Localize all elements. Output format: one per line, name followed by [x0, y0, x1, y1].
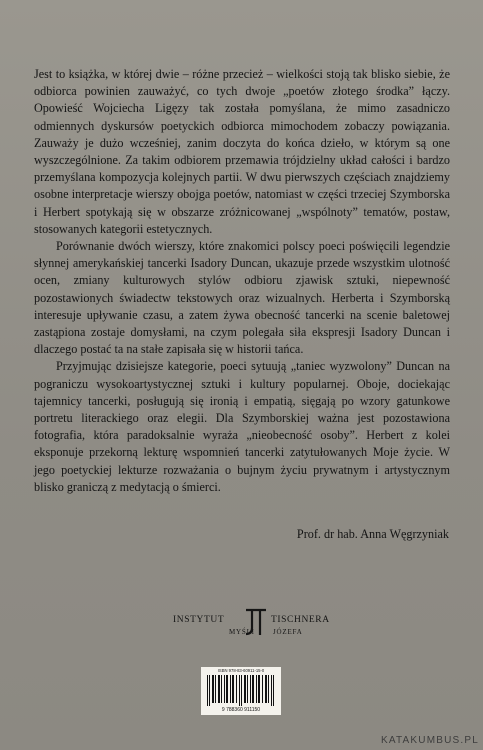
watermark: KATAKUMBUS.PL	[380, 735, 479, 746]
publisher-logo	[173, 605, 333, 645]
barcode-sticker	[201, 667, 281, 715]
blurb-paragraph-3: Przyjmując dzisiejsze kategorie, poeci sytuują „taniec wyzwolony” Duncan na pograniczu wysokoartystycznej sztuki i kultury popularnej. Oboje, dociekając tajemnicy tancerki, posługują się ironią i empatią, sięgają po wzory gatunkowe portretu literackiego oraz elegii. Dla Szymborskiej ważna jest pozostawiona fotografia, która paradoksalnie wyraża „nieobecność osoby”. Herbert z kolei eksponuje przekorną lekturę wspomnień tancerki zatytułowanych Moje życie. W jego poetyckiej lekturze rozważania o bujnym życiu prywatnym i artystycznym blisko graniczą z medytacją o śmierci.	[34, 359, 450, 494]
logo-word-instytut: INSTYTUT	[173, 615, 225, 625]
blurb-paragraph-2: Porównanie dwóch wierszy, które znakomici polscy poeci poświęcili legendzie słynnej amerykańskiej tancerki Isadory Duncan, ukazuje przede wszystkim ulotność ocen, zmiany kulturowych stylów odbioru zjawisk sztuki, niepewność pozostawionych świadectw tekstowych oraz wizualnych. Herberta i Szymborską interesuje upływanie czasu, a zatem żywa obecność tancerki na scenie baletowej zastąpiona zostaje domysłami, na czym polegała siła ekspresji Isadory Duncan i dlaczego postać ta na stałe zapisała się w historii tańca.	[34, 239, 450, 357]
isbn-text: ISBN 978-83-60911-15-0	[217, 668, 265, 673]
author-signature: Prof. dr hab. Anna Węgrzyniak	[296, 527, 449, 541]
logo-word-mysli: MYŚLI	[229, 628, 255, 636]
logo-word-tischnera: TISCHNERA	[271, 615, 330, 625]
barcode-icon	[206, 675, 276, 706]
logo-word-jozefa: JÓZEFA	[273, 628, 303, 636]
barcode-number: 9 788360 911150	[221, 707, 261, 713]
blurb-text	[34, 66, 450, 496]
blurb-paragraph-1: Jest to książka, w której dwie – różne przecież – wielkości stoją tak blisko siebie, że odbiorca powinien zauważyć, co tych dwoje „poetów złotego środka” łączy. Opowieść Wojciecha Ligęzy tak została pomyślana, że mimo zasadniczo odmiennych dyskursów poetyckich odbiorca mimochodem zobaczy powiązania. Zauważy je dużo wcześniej, zanim doczyta do końca dzieło, w którym są one wyszczególnione. Za takim odbiorem przemawia trójdzielny układ całości i bardzo przemyślana kompozycja kolejnych partii. W dwu pierwszych częściach znajdziemy osobne interpretacje wierszy obojga poetów, natomiast w części trzeciej Szymborska i Herbert spotykają się w obszarze zróżnicowanej „wspólnoty” tematów, postaw, stosowanych kategorii estetycznych.	[34, 67, 450, 236]
